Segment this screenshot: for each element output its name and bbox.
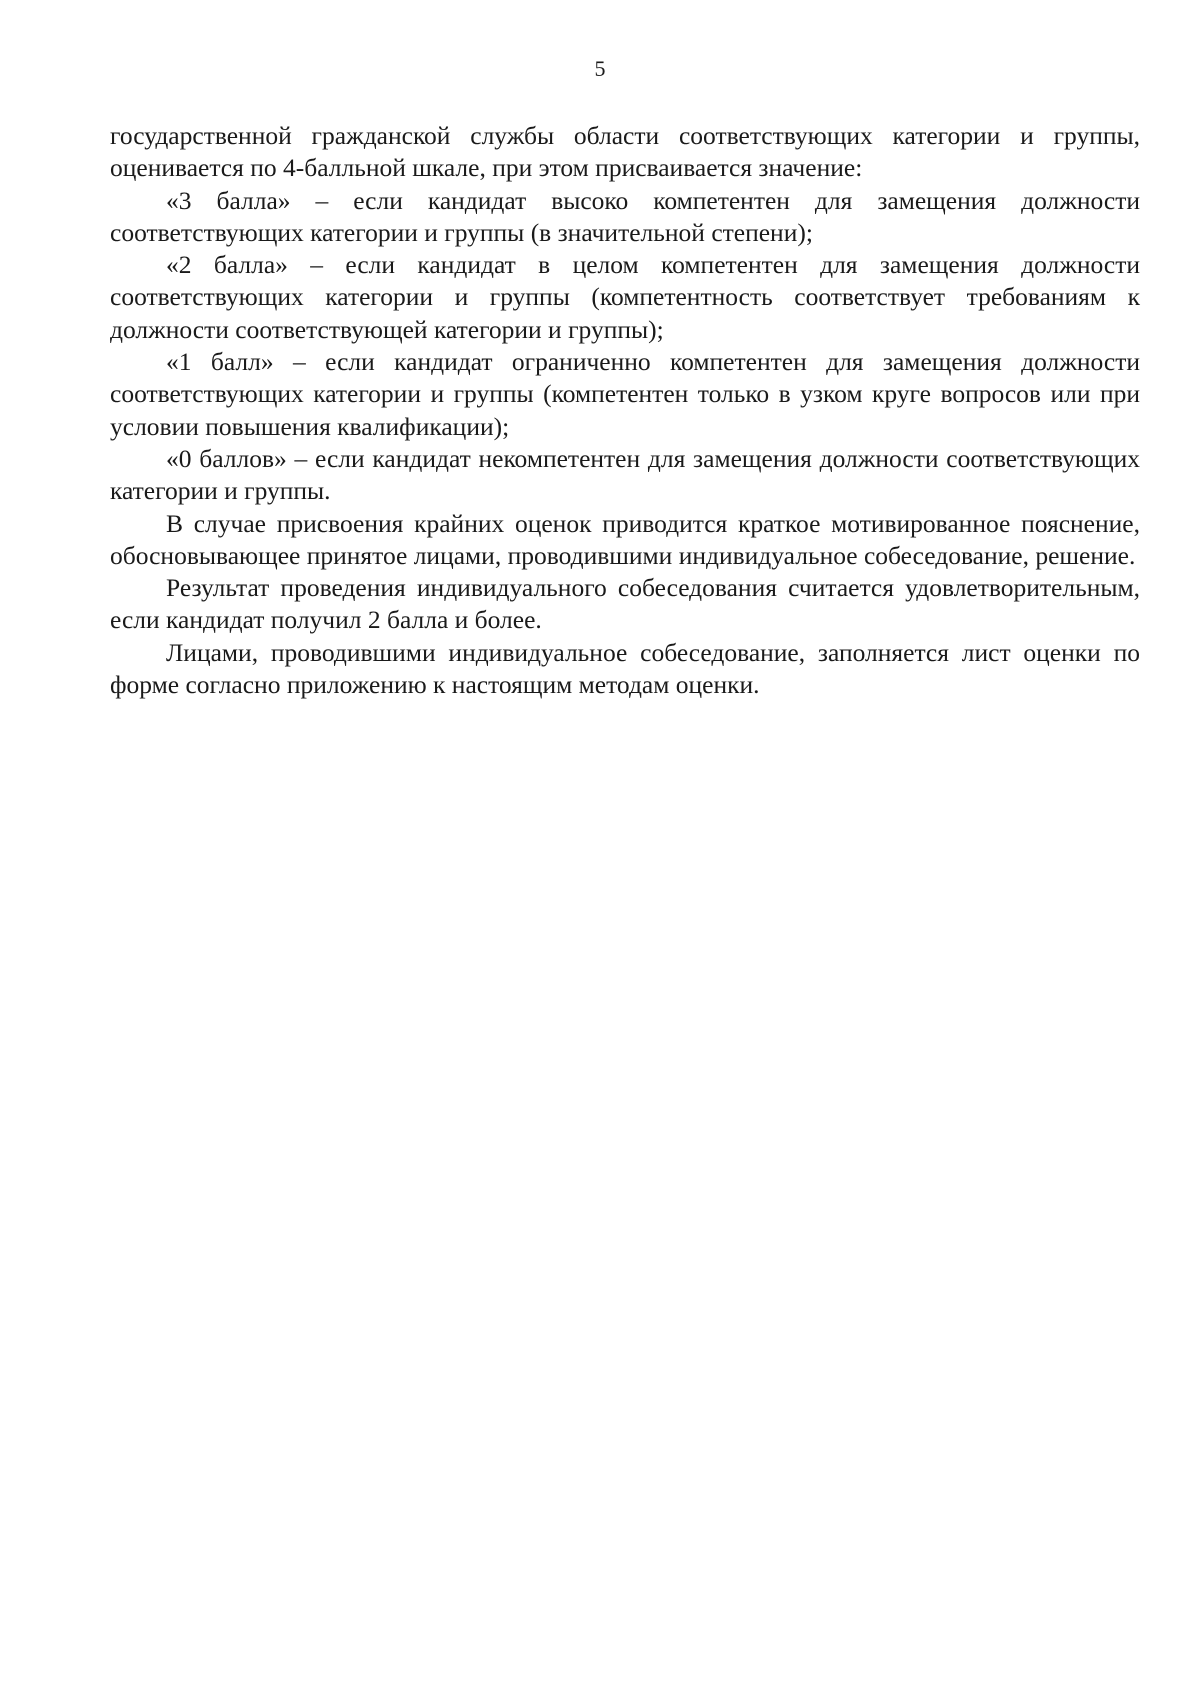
paragraph-score-0: «0 баллов» – если кандидат некомпетентен для замещения должности соответствующих категории и группы. [110, 443, 1140, 506]
paragraph-extreme-scores: В случае присвоения крайних оценок приводится краткое мотивированное пояснение, обосновывающее принятое лицами, проводившими индивидуальное собеседование, решение. [110, 508, 1140, 570]
document-body [110, 120, 1140, 701]
paragraph-result: Результат проведения индивидуального собеседования считается удовлетворительным, если кандидат получил 2 балла и более. [110, 573, 1140, 635]
paragraph-score-1: «1 балл» – если кандидат ограниченно компетентен для замещения должности соответствующих категории и группы (компетентен только в узком круге вопросов или при условии повышения квалификации); [110, 347, 1140, 441]
paragraph-continuation: государственной гражданской службы области соответствующих категории и группы, оценивается по 4-балльной шкале, при этом присваивается значение: [110, 121, 1140, 183]
page-number: 5 [594, 56, 606, 81]
paragraph-score-3: «3 балла» – если кандидат высоко компетентен для замещения должности соответствующих категории и группы (в значительной степени); [110, 185, 1140, 247]
paragraph-score-2: «2 балла» – если кандидат в целом компетентен для замещения должности соответствующих категории и группы (компетентность соответствует требованиям к должности соответствующей категории и группы); [110, 250, 1140, 344]
paragraph-evaluation-sheet: Лицами, проводившими индивидуальное собеседование, заполняется лист оценки по форме согласно приложению к настоящим методам оценки. [110, 637, 1140, 700]
